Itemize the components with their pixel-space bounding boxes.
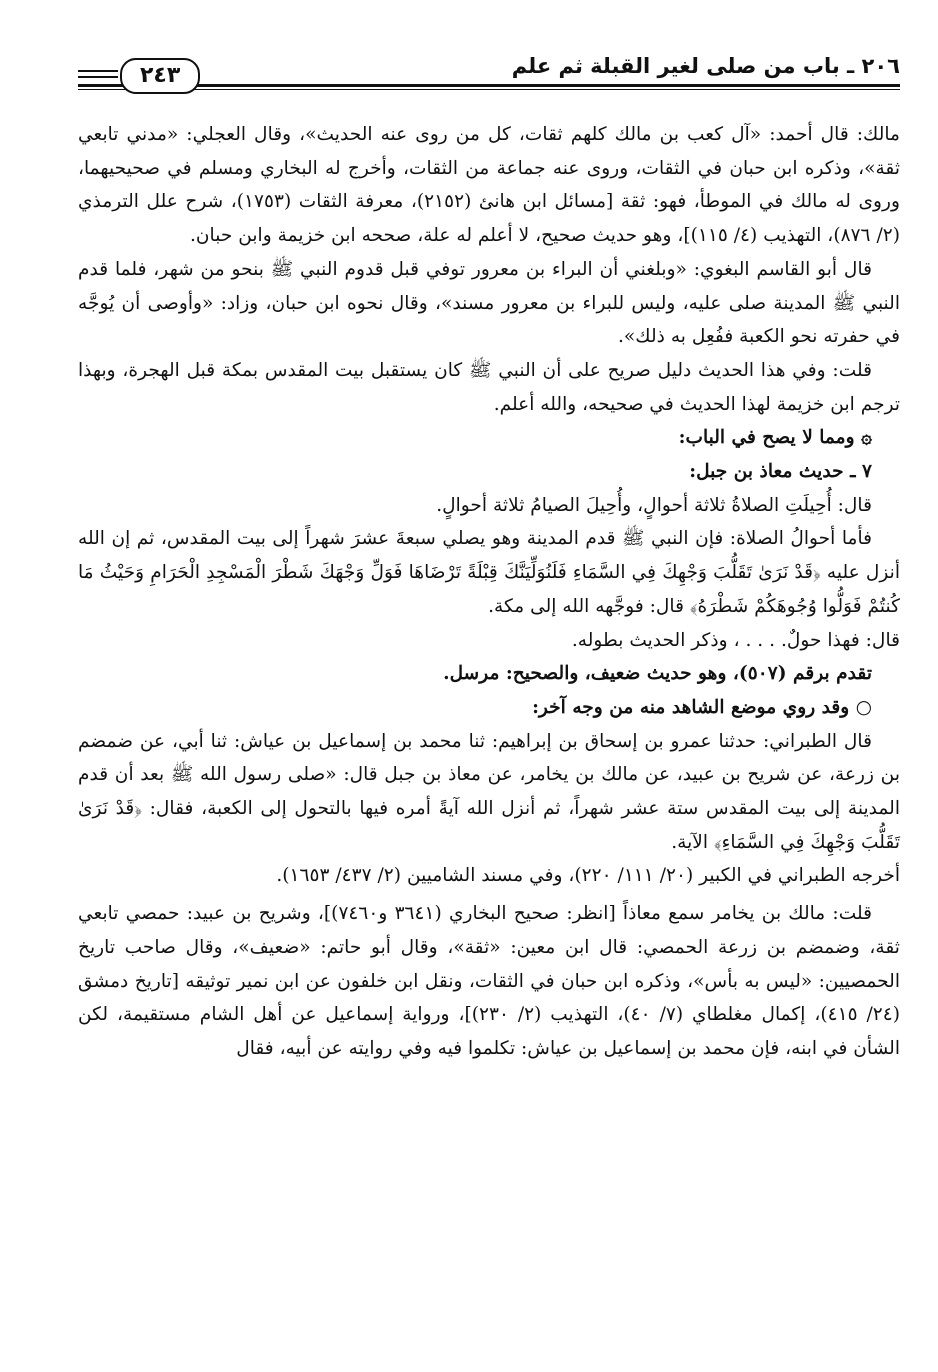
chapter-title: ٢٠٦ ـ باب من صلى لغير القبلة ثم علم bbox=[511, 54, 900, 78]
paragraph-analysis: قلت: مالك بن يخامر سمع معاذاً [انظر: صحيح البخاري (٣٦٤١ و٧٤٦٠)]، وشريح بن عبيد: حمصي تابعي ثقة، وضمضم بن زرعة الحمصي: قال ابن معين: «ثقة»، وقال أبو حاتم: «ضعيف»، وقال صاحب تاريخ الحمصيين: «ليس به بأس»، وذكره ابن حبان في الثقات، ونقل ابن خلفون عن ابن نمير توثيقه [تاريخ دمشق (٢٤/ ٤١٥)، إكمال مغلطاي (٧/ ٤٠)، التهذيب (٢/ ٢٣٠)]، ورواية إسماعيل عن أهل الشام مستقيمة، لكن الشأن في ابنه، فإن محمد بن إسماعيل بن عياش: تكلموا فيه وفي روايته عن أبيه، فقال bbox=[78, 903, 900, 1059]
paragraph-hadith-text: قال: أُحِيلَتِ الصلاةُ ثلاثة أحوالٍ، وأُحِيلَ الصيامُ ثلاثة أحوالٍ. bbox=[436, 494, 872, 516]
paragraph-baghawi: قال أبو القاسم البغوي: «وبلغني أن البراء بن معرور توفي قبل قدوم النبي ﷺ بنحو من شهر، فلما قدم النبي ﷺ المدينة صلى عليه، وليس للبراء بن معرور مسند»، وقال نحوه ابن حبان، وزاد: «وأوصى أن يُوجَّه في حفرته نحو الكعبة ففُعِل به ذلك». bbox=[78, 258, 900, 348]
hadith-heading-muadh: ٧ ـ حديث معاذ بن جبل: bbox=[689, 461, 872, 483]
paragraph-ruling: تقدم برقم (٥٠٧)، وهو حديث ضعيف، والصحيح: مرسل. bbox=[443, 663, 872, 685]
page-number-ornament bbox=[78, 62, 228, 92]
ornament-line bbox=[78, 70, 118, 72]
paragraph-tabarani-chain: قال الطبراني: حدثنا عمرو بن إسحاق بن إبراهيم: ثنا محمد بن إسماعيل بن عياش: ثنا أبي، عن ضمضم بن زرعة، عن شريح بن عبيد، عن مالك بن يخامر، عن معاذ بن جبل قال: «صلى رسول الله ﷺ بعد أن قدم المدينة إلى بيت المقدس ستة عشر شهراً، ثم أنزل الله آيةً أمره فيها بالتحول إلى الكعبة، فقال: ﴿قَدْ نَرَىٰ تَقَلُّبَ وَجْهِكَ فِي السَّمَاءِ﴾ الآية. bbox=[78, 730, 900, 853]
paragraph-prayer-states: فأما أحوالُ الصلاة: فإن النبي ﷺ قدم المدينة وهو يصلي سبعةَ عشرَ شهراً إلى بيت المقدس، ثم إن الله أنزل عليه ﴿قَدْ نَرَىٰ تَقَلُّبَ وَجْهِكَ فِي السَّمَاءِ فَلَنُوَلِّيَنَّكَ قِبْلَةً تَرْضَاهَا فَوَلِّ وَجْهَكَ شَطْرَ الْمَسْجِدِ الْحَرَامِ وَحَيْثُ مَا كُنتُمْ فَوَلُّوا وُجُوهَكُمْ شَطْرَهُ﴾ قال: فوجَّهه الله إلى مكة. bbox=[78, 528, 900, 617]
page-header bbox=[78, 50, 900, 98]
section-heading-other-route: ○ وقد روي موضع الشاهد منه من وجه آخر: bbox=[532, 696, 872, 718]
paragraph-takhrij: أخرجه الطبراني في الكبير (٢٠/ ١١١/ ٢٢٠)، وفي مسند الشاميين (٢/ ٤٣٧/ ١٦٥٣). bbox=[276, 865, 900, 887]
section-heading-weak: ۞ ومما لا يصح في الباب: bbox=[678, 427, 872, 449]
page-number: ٢٤٣ bbox=[120, 58, 200, 94]
paragraph-qultu: قلت: وفي هذا الحديث دليل صريح على أن النبي ﷺ كان يستقبل بيت المقدس بمكة قبل الهجرة، وبهذا ترجم ابن خزيمة لهذا الحديث في صحيحه، والله أعلم. bbox=[78, 359, 900, 415]
paragraph-first-state: قال: فهذا حولٌ. . . . ، وذكر الحديث بطوله. bbox=[571, 629, 900, 651]
page-body bbox=[78, 118, 900, 1066]
paragraph-rijal-notes: مالك: قال أحمد: «آل كعب بن مالك كلهم ثقات، كل من روى عنه الحديث»، وقال العجلي: «مدني تابعي ثقة»، وذكره ابن حبان في الثقات، وروى عنه جماعة من الثقات، وأخرج له البخاري ومسلم في صحيحيهما، وروى له مالك في الموطأ، فهو: ثقة [مسائل ابن هانئ (٢١٥٢)، معرفة الثقات (١٧٥٣)، شرح علل الترمذي (٢/ ٨٧٦)، التهذيب (٤/ ١١٥)]، وهو حديث صحيح، لا أعلم له علة، صححه ابن خزيمة وابن حبان. bbox=[78, 124, 900, 247]
ornament-line bbox=[78, 76, 118, 78]
